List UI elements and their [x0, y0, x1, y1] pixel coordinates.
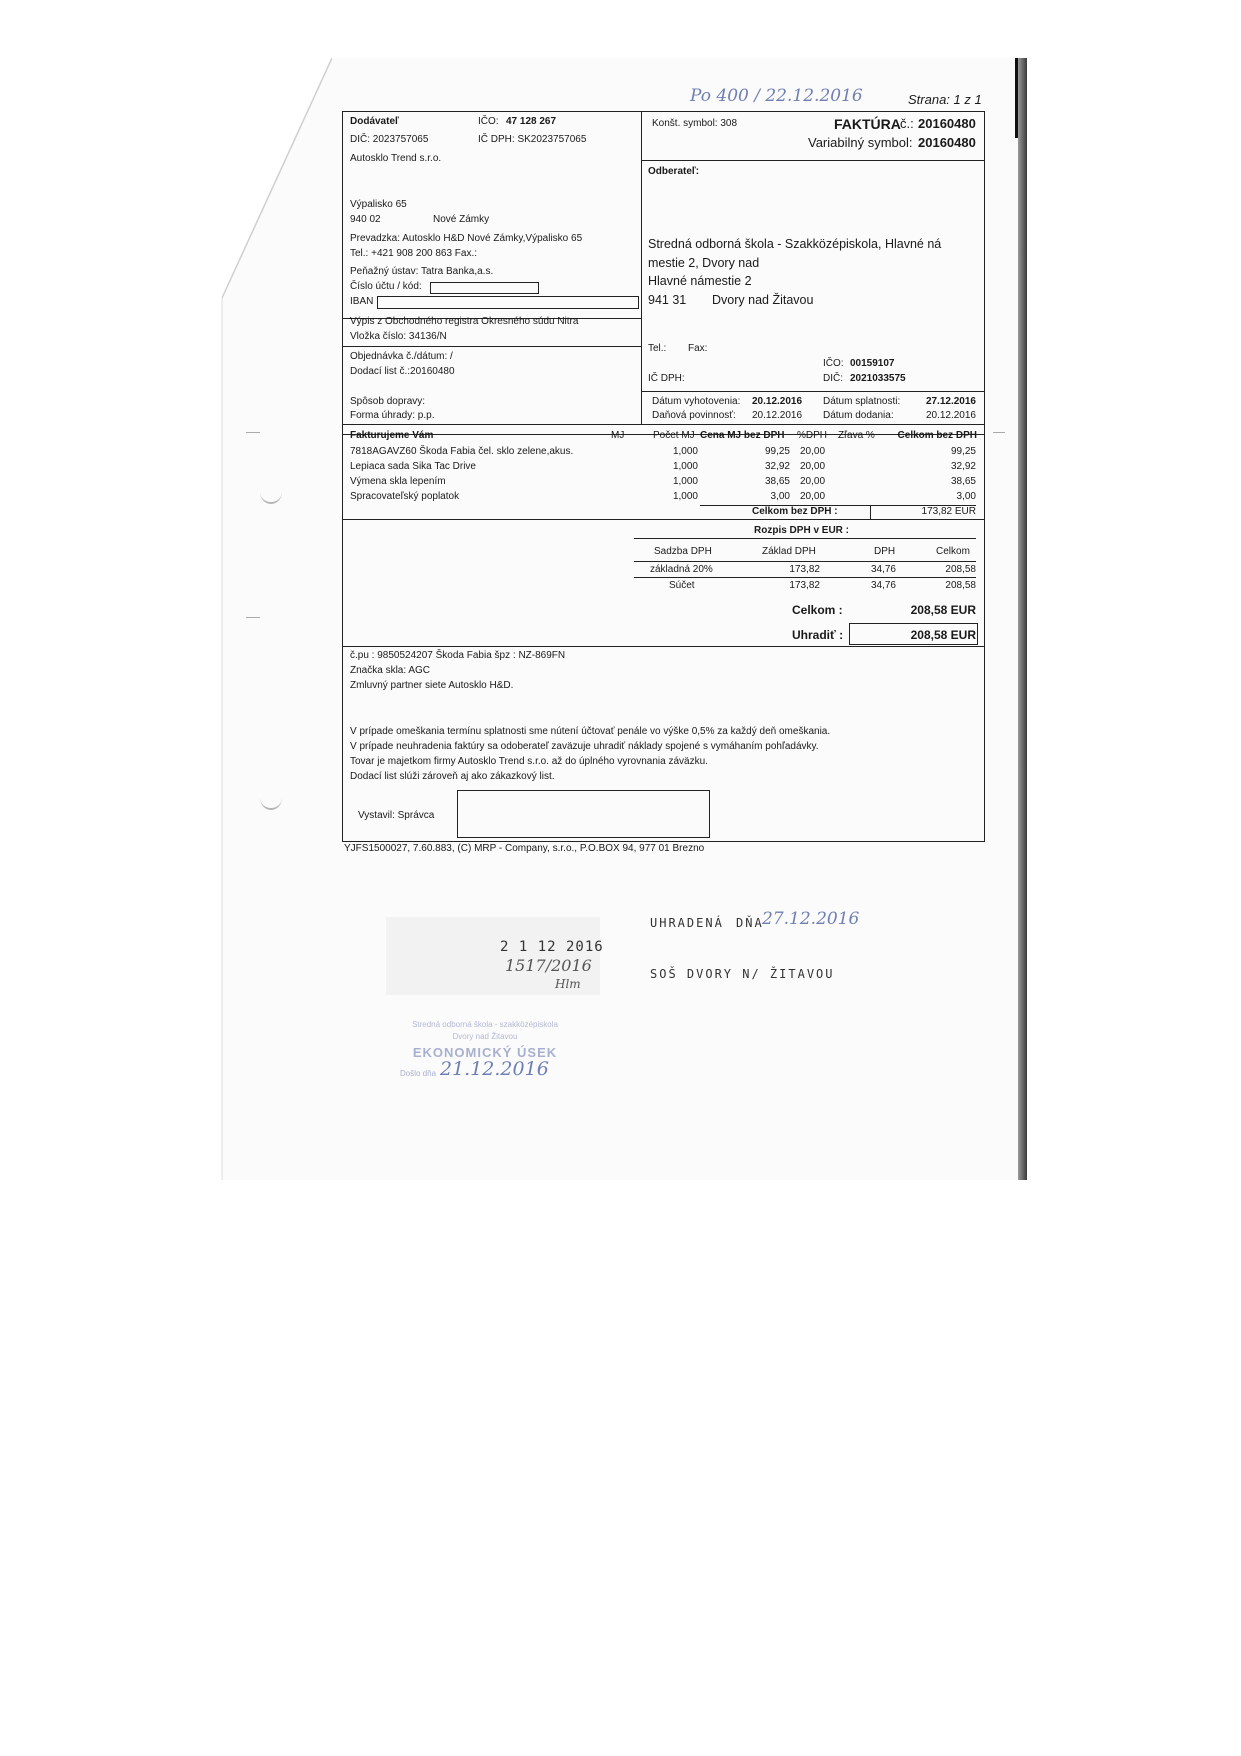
supplier-city: Nové Zámky: [433, 214, 490, 225]
customer-icdph: IČ DPH:: [648, 373, 685, 384]
issue-date-label: Dátum vyhotovenia:: [652, 396, 741, 407]
issued-by: Vystavil: Správca: [358, 810, 435, 821]
item-desc: Lepiaca sada Sika Tac Drive: [350, 461, 476, 472]
register-line-2: Vložka číslo: 34136/N: [350, 331, 447, 342]
issue-date: 20.12.2016: [752, 396, 803, 407]
office-stamp-received: Došlo dňa: [400, 1069, 437, 1078]
item-price: 3,00: [770, 491, 790, 502]
vat-row-total: 208,58: [945, 564, 976, 575]
scan-edge: [1018, 58, 1027, 1180]
customer-dic-label: DIČ:: [823, 373, 843, 384]
customer-ico-label: IČO:: [823, 358, 844, 369]
vat-row-base: 173,82: [789, 564, 820, 575]
tax-date-label: Daňová povinnosť:: [652, 410, 736, 421]
vat-header-vat: DPH: [874, 546, 896, 557]
software-footer: YJFS1500027, 7.60.883, (C) MRP - Company, s.r.o., P.O.BOX 94, 977 01 Brezno: [344, 843, 705, 854]
delivery-date-label: Dátum dodania:: [823, 410, 894, 421]
paid-stamp-label: UHRADENÁ: [650, 916, 724, 930]
office-stamp-date: 21.12.2016: [440, 1058, 549, 1080]
customer-ico: 00159107: [850, 358, 895, 369]
item-price: 38,65: [764, 476, 790, 487]
item-desc: Výmena skla lepením: [350, 476, 446, 487]
vat-header-rate: Sadzba DPH: [654, 546, 712, 557]
terms-line: Dodací list slúži zároveň aj ako zákazkový list.: [350, 771, 555, 782]
item-vat: 20,00: [800, 491, 826, 502]
registration-sign: Hlm: [555, 977, 581, 991]
grand-total-label: Celkom :: [792, 603, 843, 617]
supplier-ico-label: IČO:: [478, 116, 499, 127]
customer-tel: Tel.:: [648, 343, 667, 354]
vat-summary-title: Rozpis DPH v EUR :: [754, 525, 850, 536]
variable-symbol-label: Variabilný symbol:: [808, 135, 913, 150]
items-header-price: Cena MJ bez DPH: [700, 430, 785, 441]
office-stamp-title: EKONOMICKÝ ÚSEK: [412, 1045, 558, 1060]
item-qty: 1,000: [672, 476, 698, 487]
note-line: Zmluvný partner siete Autosklo H&D.: [350, 680, 514, 691]
terms-line: Tovar je majetkom firmy Autosklo Trend s.r.o. až do úplného vyrovnania záväzku.: [350, 756, 708, 767]
page-number: Strana: 1 z 1: [908, 92, 982, 107]
margin-tick: [246, 617, 260, 618]
subtotal-label: Celkom bez DPH :: [752, 506, 838, 517]
supplier-heading: Dodávateľ: [350, 116, 399, 127]
divider: [342, 519, 985, 520]
paid-stamp-day: DŇA: [736, 916, 764, 930]
divider: [342, 646, 985, 647]
payment-method: Forma úhrady: p.p.: [350, 410, 435, 421]
register-line-1: Výpis z Obchodného registra Okresného súdu Nitra: [350, 316, 579, 327]
supplier-phone: Tel.: +421 908 200 863 Fax.:: [350, 248, 478, 259]
registration-number: 1517/2016: [505, 956, 592, 975]
item-qty: 1,000: [672, 491, 698, 502]
items-header-total: Celkom bez DPH: [897, 430, 977, 441]
due-date-label: Dátum splatnosti:: [823, 396, 901, 407]
item-total: 99,25: [950, 446, 976, 457]
items-header-unit: MJ: [611, 430, 625, 441]
margin-tick: [993, 432, 1005, 433]
due-date: 27.12.2016: [925, 396, 976, 407]
customer-heading: Odberateľ:: [648, 166, 700, 177]
iban-redacted: [377, 296, 639, 309]
invoice-title: FAKTÚRA: [834, 116, 901, 132]
divider: [342, 424, 985, 425]
customer-street: Hlavné námestie 2: [648, 274, 752, 288]
order-number: Objednávka č./dátum: /: [350, 351, 453, 362]
received-date: 2 1 12 2016: [500, 939, 604, 955]
delivery-note: Dodací list č.:20160480: [350, 366, 455, 377]
vat-sum-vat: 34,76: [870, 580, 896, 591]
vat-rule: [634, 561, 976, 562]
punch-hole: [260, 480, 282, 504]
vat-sum-label: Súčet: [669, 580, 695, 591]
invoice-number: 20160480: [918, 116, 976, 131]
items-header-desc: Fakturujeme Vám: [350, 430, 434, 441]
supplier-name: Autosklo Trend s.r.o.: [350, 153, 442, 164]
item-total: 3,00: [956, 491, 976, 502]
divider: [342, 346, 641, 347]
note-line: Značka skla: AGC: [350, 665, 431, 676]
terms-line: V prípade neuhradenia faktúry sa odoberateľ zaväzuje uhradiť náklady spojené s vymáhaním pohľadávky.: [350, 741, 819, 752]
signature-box: [457, 790, 710, 838]
item-qty: 1,000: [672, 461, 698, 472]
supplier-bank: Peňažný ústav: Tatra Banka,a.s.: [350, 266, 494, 277]
vat-sum-total: 208,58: [945, 580, 976, 591]
vat-header-base: Základ DPH: [762, 546, 816, 557]
vat-row-rate: základná 20%: [650, 564, 713, 575]
folded-corner: [212, 58, 332, 1180]
transport-method: Spôsob dopravy:: [350, 396, 426, 407]
items-header-qty: Počet MJ: [653, 430, 695, 441]
school-stamp: SOŠ DVORY N/ ŽITAVOU: [650, 967, 835, 981]
invoice-number-label: č.:: [900, 116, 914, 131]
amount-due-value: 208,58 EUR: [910, 628, 976, 642]
item-total: 38,65: [950, 476, 976, 487]
item-vat: 20,00: [800, 461, 826, 472]
paid-date-handwritten: 27.12.2016: [762, 909, 860, 929]
punch-hole: [260, 786, 282, 810]
items-header-discount: Zľava %: [838, 430, 875, 441]
vat-row-vat: 34,76: [870, 564, 896, 575]
item-price: 32,92: [764, 461, 790, 472]
vat-rule: [634, 538, 976, 539]
vat-header-total: Celkom: [936, 546, 970, 557]
item-vat: 20,00: [800, 446, 826, 457]
customer-zip: 941 31: [648, 293, 687, 307]
vat-sum-base: 173,82: [789, 580, 820, 591]
supplier-branch: Prevadzka: Autosklo H&D Nové Zámky,Výpalisko 65: [350, 233, 583, 244]
office-stamp-line: Dvory nad Žitavou: [452, 1032, 518, 1041]
customer-name-1: Stredná odborná škola - Szakközépiskola, Hlavné ná: [648, 237, 942, 251]
constant-symbol: Konšt. symbol: 308: [652, 118, 738, 129]
subtotal-value: 173,82 EUR: [921, 506, 976, 517]
vat-rule: [634, 577, 976, 578]
iban-label: IBAN: [350, 296, 374, 307]
item-total: 32,92: [950, 461, 976, 472]
delivery-date: 20.12.2016: [925, 410, 976, 421]
item-price: 99,25: [764, 446, 790, 457]
note-line: č.pu : 9850524207 Škoda Fabia špz : NZ-869FN: [350, 650, 566, 661]
variable-symbol: 20160480: [918, 135, 976, 150]
subtotal-divider: [870, 505, 871, 519]
tax-date: 20.12.2016: [752, 410, 803, 421]
handwritten-reference: Po 400 / 22.12.2016: [690, 86, 863, 106]
items-header-vat: %DPH: [797, 430, 828, 441]
account-label: Číslo účtu / kód:: [350, 281, 422, 292]
account-redacted: [430, 282, 539, 294]
supplier-street: Výpalisko 65: [350, 199, 407, 210]
supplier-icdph: IČ DPH: SK2023757065: [478, 134, 587, 145]
supplier-zip: 940 02: [350, 214, 381, 225]
item-vat: 20,00: [800, 476, 826, 487]
amount-due-label: Uhradiť :: [792, 628, 844, 642]
office-stamp-line: Stredná odborná škola - szakközépiskola: [412, 1020, 558, 1029]
customer-dic: 2021033575: [850, 373, 906, 384]
item-desc: Spracovateľský poplatok: [350, 491, 460, 502]
item-desc: 7818AGAVZ60 Škoda Fabia čel. sklo zelene,akus.: [350, 446, 574, 457]
terms-line: V prípade omeškania termínu splatnosti sme nútení účtovať penále vo výške 0,5% za každý deň omeškania.: [350, 726, 831, 737]
scan-edge-dark: [1015, 58, 1018, 138]
margin-tick: [246, 432, 260, 433]
grand-total-value: 208,58 EUR: [910, 603, 976, 617]
supplier-dic: DIČ: 2023757065: [350, 134, 429, 145]
item-qty: 1,000: [672, 446, 698, 457]
customer-fax: Fax:: [688, 343, 708, 354]
supplier-ico: 47 128 267: [506, 116, 557, 127]
customer-city: Dvory nad Žitavou: [712, 293, 814, 307]
customer-name-2: mestie 2, Dvory nad: [648, 256, 760, 270]
